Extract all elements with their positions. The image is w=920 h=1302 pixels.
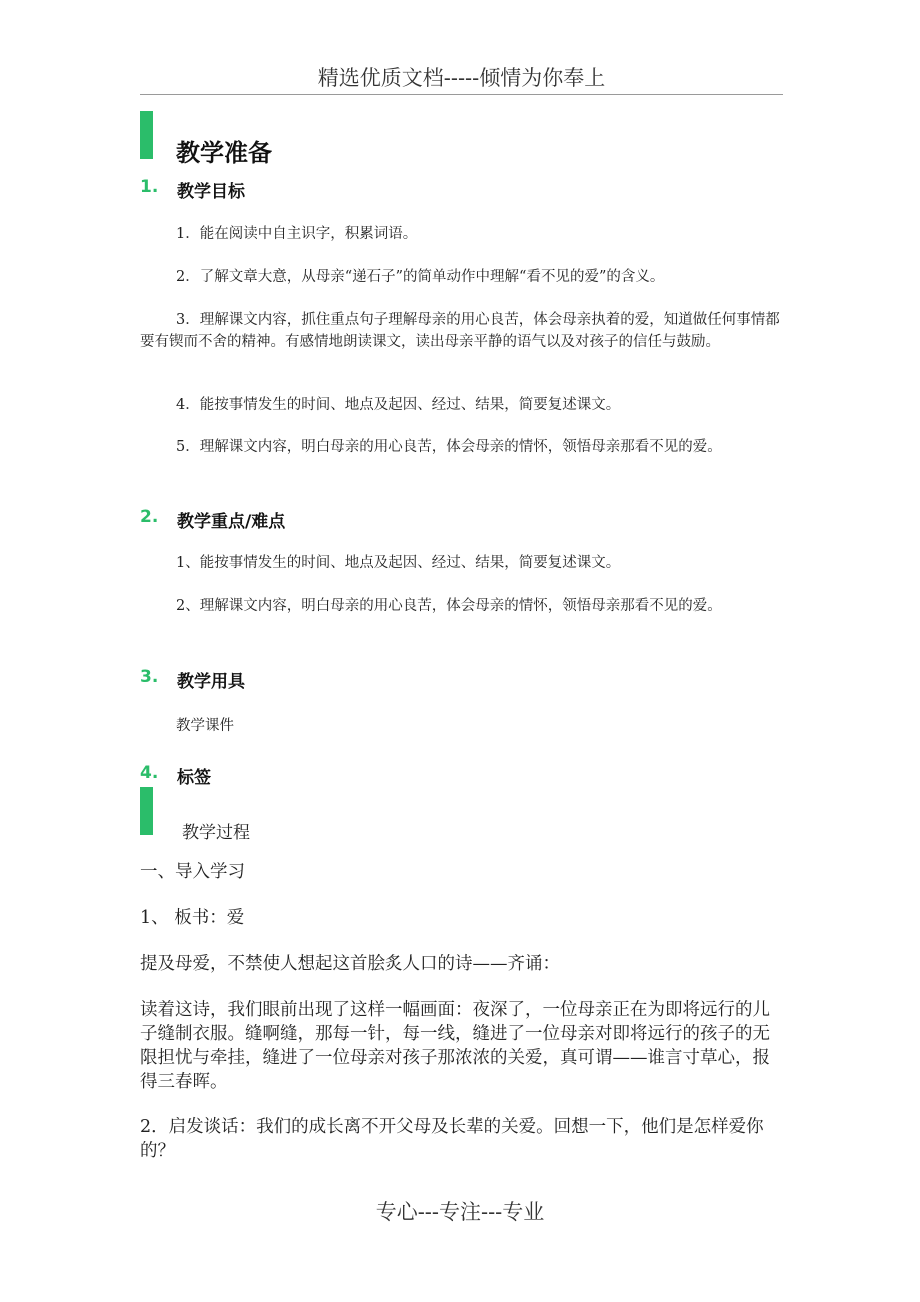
key-points-number: 2. <box>140 507 159 527</box>
section-marker-bar <box>140 111 153 159</box>
tools-heading: 教学用具 <box>177 672 245 692</box>
tags-number: 4. <box>140 763 159 783</box>
page-footer: 专心---专注---专业 <box>375 1200 545 1224</box>
tools-content: 教学课件 <box>176 718 234 734</box>
goals-number: 1. <box>140 177 159 197</box>
tags-heading: 标签 <box>177 768 211 788</box>
key-point-item: 2、理解课文内容，明白母亲的用心良苦，体会母亲的情怀，领悟母亲那看不见的爱。 <box>176 598 722 614</box>
goal-item: 5．理解课文内容，明白母亲的用心良苦，体会母亲的情怀，领悟母亲那看不见的爱。 <box>176 439 722 455</box>
process-title: 教学过程 <box>182 823 250 843</box>
goal-item: 4．能按事情发生的时间、地点及起因、经过、结果，简要复述课文。 <box>176 397 621 413</box>
goal-item: 1．能在阅读中自主识字，积累词语。 <box>176 226 418 242</box>
process-paragraph: 2．启发谈话：我们的成长离不开父母及长辈的关爱。回想一下，他们是怎样爱你的？ <box>140 1117 764 1161</box>
goals-heading: 教学目标 <box>177 182 245 202</box>
section-title: 教学准备 <box>176 139 272 167</box>
process-paragraph: 读着这诗，我们眼前出现了这样一幅画面：夜深了，一位母亲正在为即将远行的儿子缝制衣服。缝啊缝，那每一针，每一线，缝进了一位母亲对即将远行的孩子的无限担忧与牵挂，缝进了一位母亲对孩子那浓浓的关爱，真可谓——谁言寸草心，报得三春晖。 <box>140 1000 770 1092</box>
goal-item: 2．了解文章大意，从母亲“递石子”的简单动作中理解“看不见的爱”的含义。 <box>176 269 665 285</box>
process-line: 一、导入学习 <box>140 862 245 882</box>
process-line: 1、 板书：爱 <box>140 908 245 928</box>
process-marker-bar <box>140 787 153 835</box>
page-header: 精选优质文档-----倾情为你奉上 <box>140 62 783 95</box>
process-line: 提及母爱，不禁使人想起这首脍炙人口的诗——齐诵： <box>140 954 560 974</box>
key-point-item: 1、能按事情发生的时间、地点及起因、经过、结果，简要复述课文。 <box>176 555 621 571</box>
key-points-heading: 教学重点/难点 <box>177 512 286 532</box>
tools-number: 3. <box>140 667 159 687</box>
goal-item: 3．理解课文内容，抓住重点句子理解母亲的用心良苦，体会母亲执着的爱，知道做任何事情都要有锲而不舍的精神。有感情地朗读课文，读出母亲平静的语气以及对孩子的信任与鼓励。 <box>140 312 780 350</box>
